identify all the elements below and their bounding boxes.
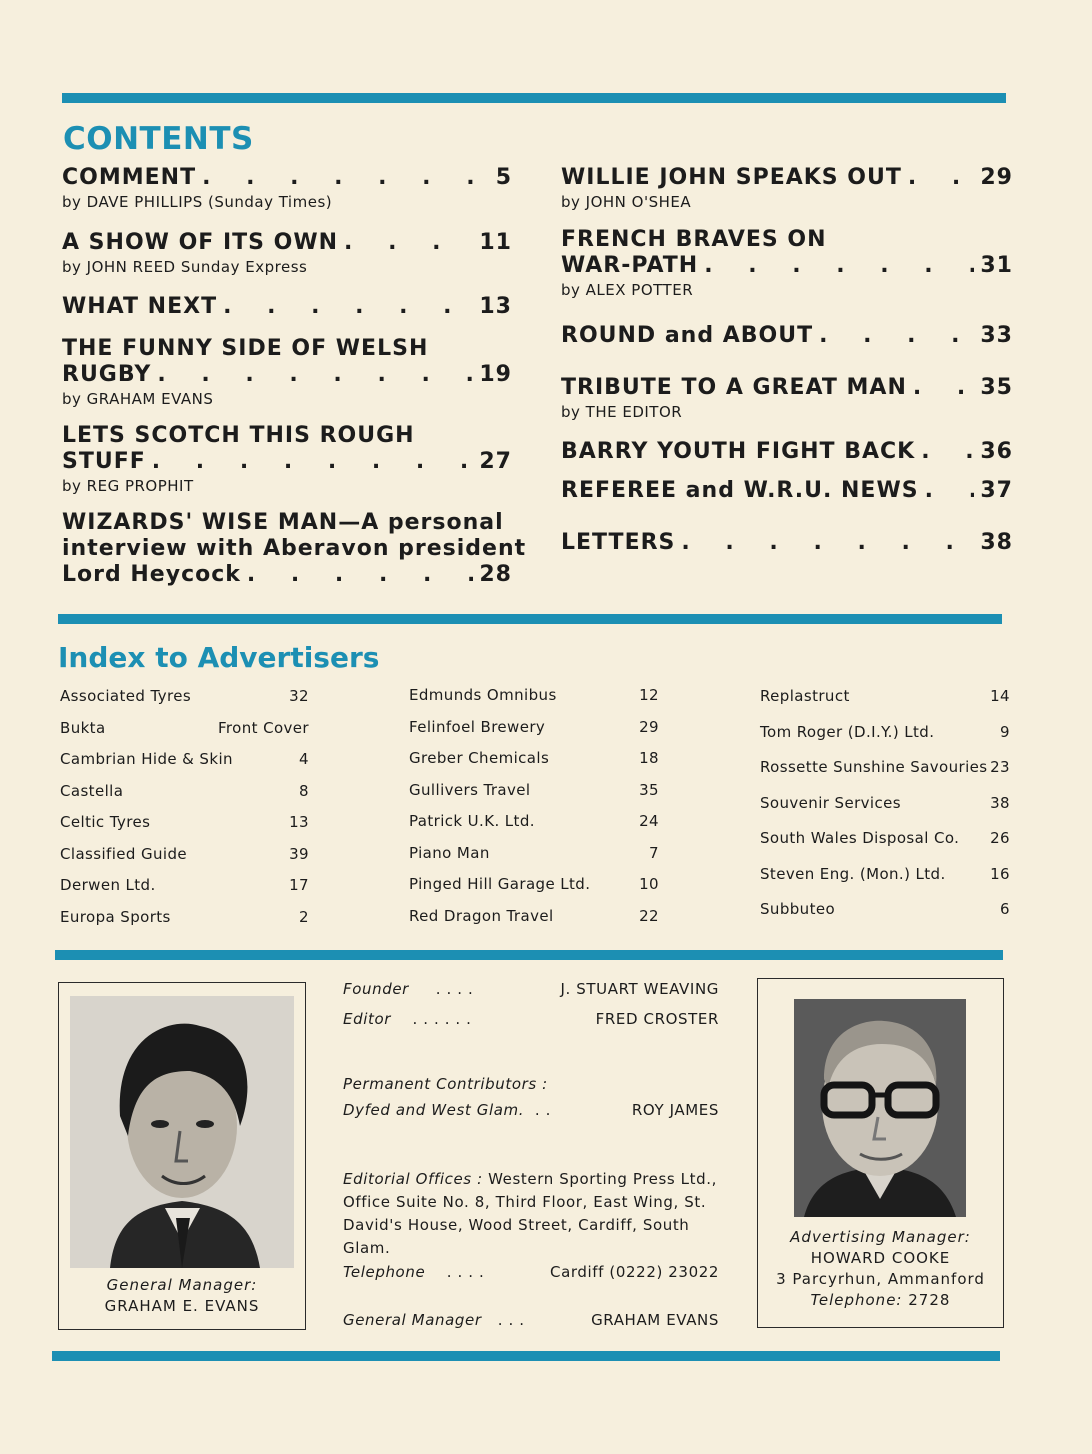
entry-title-row <box>62 562 512 588</box>
founder-name: J. STUART WEAVING <box>560 980 719 998</box>
caption-name: GRAHAM E. EVANS <box>104 1297 260 1315</box>
leader-dots <box>157 362 473 388</box>
entry-page-number: 27 <box>479 449 512 474</box>
advertiser-name: Replastruct <box>760 687 850 705</box>
advertiser-page: Front Cover <box>217 718 309 737</box>
contents-heading: CONTENTS <box>63 121 254 157</box>
advertisers-column-3 <box>760 686 1010 935</box>
staff-details <box>343 978 719 1331</box>
entry-page-number: 31 <box>980 253 1013 278</box>
entry-byline: by REG PROPHIT <box>62 477 194 495</box>
entry-page-number: 33 <box>980 323 1013 348</box>
leader-dots <box>925 478 975 504</box>
contents-entry <box>561 478 1013 504</box>
advertiser-page: 39 <box>289 844 309 863</box>
leader-dots <box>202 165 480 191</box>
portrait-illustration-icon <box>794 999 966 1217</box>
advertiser-row <box>409 874 659 906</box>
advertiser-name: Celtic Tyres <box>60 813 151 831</box>
entry-page-number: 36 <box>980 439 1013 464</box>
contents-entry <box>561 530 1013 556</box>
advertiser-name: Red Dragon Travel <box>409 906 554 925</box>
advertiser-page: 38 <box>990 793 1010 812</box>
entry-title-row <box>561 375 1013 401</box>
gm-name: GRAHAM EVANS <box>591 1311 719 1329</box>
advertiser-name: Piano Man <box>409 843 490 862</box>
editor-row <box>343 1008 719 1030</box>
contents-entry <box>561 323 1013 349</box>
general-manager-photo-box <box>58 982 306 1330</box>
entry-title-row <box>561 323 1013 349</box>
advertiser-name: Bukta <box>60 718 106 737</box>
portrait-illustration-icon <box>70 996 294 1268</box>
advertiser-row <box>60 718 309 750</box>
middle-rule <box>58 614 1002 624</box>
entry-page-number: 13 <box>479 294 512 319</box>
gm-label: General Manager <box>343 1311 482 1329</box>
leader-dots <box>344 230 473 256</box>
entry-page-number: 19 <box>479 362 512 387</box>
entry-title-line: FRENCH BRAVES ON <box>561 227 827 252</box>
editor-dots: . . . . . . <box>412 1010 472 1028</box>
leader-dots <box>819 323 974 349</box>
advertiser-page: 35 <box>639 780 659 799</box>
dyfed-name: ROY JAMES <box>631 1101 719 1119</box>
contents-right-column <box>561 165 1013 556</box>
advertiser-page: 24 <box>639 812 659 830</box>
advertiser-name: Felinfoel Brewery <box>409 717 546 736</box>
contents-left-column <box>62 165 527 588</box>
dyfed-dots: . . <box>534 1101 551 1119</box>
advertiser-page: 22 <box>639 906 659 925</box>
advertiser-page: 7 <box>649 843 659 862</box>
contents-entry <box>62 510 527 588</box>
advertiser-row <box>409 843 659 875</box>
advertiser-row <box>760 864 1010 900</box>
contents-entry <box>561 439 1013 465</box>
founder-row <box>343 978 719 1000</box>
offices-line2: Office Suite No. 8, Third Floor, East Wing, St. <box>343 1193 707 1211</box>
entry-title-row <box>561 439 1013 465</box>
telephone-value: Cardiff (0222) 23022 <box>550 1263 719 1281</box>
entry-title-line: THE FUNNY SIDE OF WELSH <box>62 336 429 361</box>
telephone-dots: . . . . <box>446 1263 485 1281</box>
entry-title: WHAT NEXT <box>62 294 218 319</box>
entry-title-row <box>561 530 1013 556</box>
founder-label: Founder <box>343 980 409 998</box>
advertiser-page: 29 <box>639 717 659 736</box>
telephone-row <box>343 1261 719 1283</box>
caption-telephone: 2728 <box>908 1291 951 1309</box>
advertiser-page: 13 <box>289 813 309 831</box>
entry-title-row <box>62 165 512 191</box>
advertiser-row <box>409 748 659 780</box>
advertiser-row <box>409 717 659 749</box>
advertiser-page: 4 <box>299 750 309 768</box>
entry-title-row <box>62 449 512 475</box>
offices-line3: David's House, Wood Street, Cardiff, South Glam. <box>343 1216 690 1257</box>
bottom-rule <box>52 1351 1000 1361</box>
contents-entry <box>62 423 512 497</box>
advertiser-name: Castella <box>60 781 124 800</box>
entry-title: A SHOW OF ITS OWN <box>62 230 339 255</box>
advertiser-row <box>60 749 309 781</box>
contents-entry <box>62 336 512 410</box>
advertisers-heading: Index to Advertisers <box>58 641 380 674</box>
entry-title-row <box>561 253 1013 279</box>
advertiser-row <box>60 875 309 907</box>
entry-title: LETTERS <box>561 530 676 555</box>
entry-title-line: WIZARDS' WISE MAN—A personal <box>62 510 504 535</box>
advertiser-row <box>409 906 659 938</box>
general-manager-caption <box>59 1275 305 1317</box>
lower-rule <box>55 950 1003 960</box>
advertiser-page: 12 <box>639 686 659 704</box>
offices-label: Editorial Offices : <box>343 1170 483 1188</box>
entry-byline: by GRAHAM EVANS <box>62 390 214 408</box>
advertiser-row <box>60 844 309 876</box>
advertising-manager-caption <box>758 1227 1003 1311</box>
entry-title-line: interview with Aberavon president <box>62 536 527 561</box>
entry-page-number: 11 <box>479 230 512 255</box>
entry-byline: by JOHN O'SHEA <box>561 193 692 211</box>
entry-page-number: 28 <box>479 562 512 587</box>
leader-dots <box>921 439 974 465</box>
advertiser-page: 23 <box>990 758 1010 776</box>
entry-page-number: 37 <box>980 478 1013 503</box>
advertiser-row <box>60 907 309 939</box>
advertiser-name: Greber Chemicals <box>409 749 550 767</box>
advertiser-row <box>760 686 1010 722</box>
advertiser-name: Classified Guide <box>60 844 188 863</box>
entry-title-row <box>62 294 512 320</box>
leader-dots <box>247 562 473 588</box>
entry-title: WAR-PATH <box>561 253 699 278</box>
advertising-manager-portrait <box>794 999 966 1217</box>
advertiser-name: Rossette Sunshine Savouries <box>760 758 988 776</box>
advertiser-page: 6 <box>1000 900 1010 918</box>
leader-dots <box>908 165 974 191</box>
advertiser-row <box>60 686 309 718</box>
advertisers-column-1 <box>60 686 309 938</box>
advertiser-name: Steven Eng. (Mon.) Ltd. <box>760 864 946 883</box>
advertiser-name: Tom Roger (D.I.Y.) Ltd. <box>760 722 935 741</box>
advertiser-page: 18 <box>639 749 659 767</box>
advertiser-name: Souvenir Services <box>760 793 901 812</box>
advertiser-page: 10 <box>639 875 659 893</box>
leader-dots <box>223 294 473 320</box>
entry-title: RUGBY <box>62 362 152 387</box>
entry-title-row <box>62 230 512 256</box>
advertiser-name: Gullivers Travel <box>409 780 531 799</box>
leader-dots <box>704 253 974 279</box>
advertiser-name: Subbuteo <box>760 900 836 918</box>
entry-page-number: 35 <box>980 375 1013 400</box>
contributors-label: Permanent Contributors : <box>343 1075 548 1093</box>
advertiser-page: 14 <box>990 687 1010 705</box>
gm-dots: . . . <box>497 1311 525 1329</box>
advertiser-row <box>409 780 659 812</box>
entry-byline: by ALEX POTTER <box>561 281 694 299</box>
general-manager-portrait <box>70 996 294 1268</box>
offices-line1: Western Sporting Press Ltd., <box>488 1170 717 1188</box>
entry-byline: by THE EDITOR <box>561 403 683 421</box>
top-rule <box>62 93 1006 103</box>
advertiser-page: 17 <box>289 876 309 894</box>
advertiser-page: 32 <box>289 687 309 705</box>
dyfed-label: Dyfed and West Glam. <box>343 1101 525 1119</box>
entry-title: COMMENT <box>62 165 197 190</box>
entry-page-number: 5 <box>495 165 512 190</box>
advertiser-row <box>60 781 309 813</box>
advertisers-column-2 <box>409 685 659 937</box>
offices-block <box>343 1168 719 1260</box>
advertiser-page: 26 <box>990 829 1010 847</box>
entry-title-line: LETS SCOTCH THIS ROUGH <box>62 423 415 448</box>
general-manager-row <box>343 1309 719 1331</box>
dyfed-row <box>343 1099 719 1121</box>
contents-entry <box>62 165 512 213</box>
caption-name: HOWARD COOKE <box>810 1249 951 1267</box>
entry-title-row <box>62 362 512 388</box>
entry-title: STUFF <box>62 449 146 474</box>
entry-title: Lord Heycock <box>62 562 241 587</box>
advertiser-row <box>760 757 1010 793</box>
entry-title: WILLIE JOHN SPEAKS OUT <box>561 165 902 190</box>
caption-role: Advertising Manager: <box>790 1228 971 1246</box>
contents-entry <box>561 165 1013 213</box>
advertiser-name: Patrick U.K. Ltd. <box>409 812 535 830</box>
advertiser-name: Edmunds Omnibus <box>409 686 557 704</box>
caption-address: 3 Parcyrhun, Ammanford <box>776 1270 985 1288</box>
entry-page-number: 38 <box>980 530 1013 555</box>
advertiser-name: Europa Sports <box>60 907 171 926</box>
founder-dots: . . . . <box>435 980 474 998</box>
advertiser-page: 8 <box>299 781 309 800</box>
advertiser-row <box>409 811 659 843</box>
advertiser-page: 9 <box>1000 722 1010 741</box>
caption-role: General Manager: <box>106 1276 258 1294</box>
contents-entry <box>62 294 512 320</box>
telephone-label: Telephone <box>343 1263 426 1281</box>
entry-title: ROUND and ABOUT <box>561 323 814 348</box>
caption-telephone-label: Telephone: <box>810 1291 903 1309</box>
editor-label: Editor <box>343 1010 391 1028</box>
advertising-manager-photo-box <box>757 978 1004 1328</box>
advertiser-name: South Wales Disposal Co. <box>760 829 960 847</box>
entry-title-row <box>561 478 1013 504</box>
entry-page-number: 29 <box>980 165 1013 190</box>
advertiser-row <box>60 812 309 844</box>
contents-entry <box>62 230 512 278</box>
contents-entry <box>561 227 1013 301</box>
leader-dots <box>913 375 975 401</box>
entry-byline: by DAVE PHILLIPS (Sunday Times) <box>62 193 333 211</box>
entry-title: REFEREE and W.R.U. NEWS <box>561 478 919 503</box>
advertiser-row <box>409 685 659 717</box>
entry-title-row <box>561 165 1013 191</box>
advertiser-page: 16 <box>990 864 1010 883</box>
advertiser-page: 2 <box>299 907 309 926</box>
contents-entry <box>561 375 1013 423</box>
entry-byline: by JOHN REED Sunday Express <box>62 258 308 276</box>
advertiser-row <box>760 793 1010 829</box>
advertiser-row <box>760 828 1010 864</box>
leader-dots <box>152 449 474 475</box>
entry-title: TRIBUTE TO A GREAT MAN <box>561 375 907 400</box>
editor-name: FRED CROSTER <box>595 1010 719 1028</box>
advertiser-row <box>760 899 1010 935</box>
entry-title: BARRY YOUTH FIGHT BACK <box>561 439 916 464</box>
advertiser-name: Derwen Ltd. <box>60 876 156 894</box>
leader-dots <box>681 530 974 556</box>
advertiser-name: Pinged Hill Garage Ltd. <box>409 875 591 893</box>
advertiser-row <box>760 722 1010 758</box>
advertiser-name: Cambrian Hide & Skin <box>60 750 233 768</box>
advertiser-name: Associated Tyres <box>60 687 192 705</box>
